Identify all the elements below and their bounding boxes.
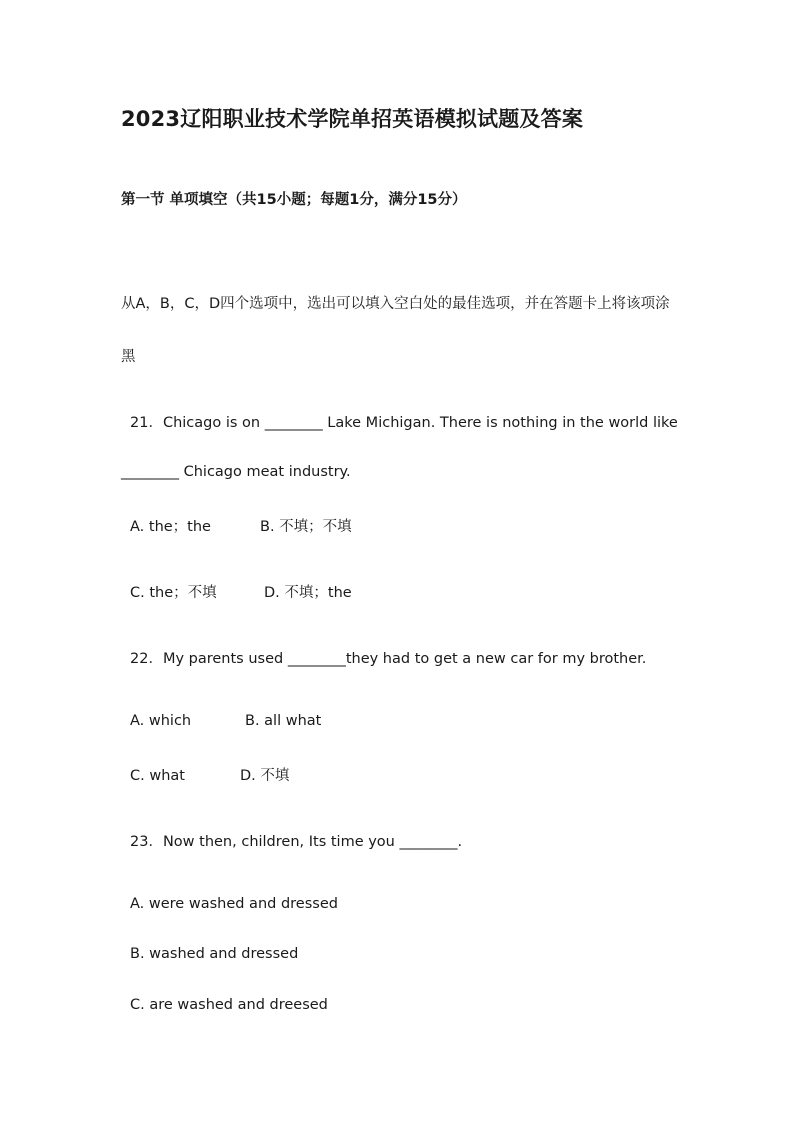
question-22-options-row-2 xyxy=(130,766,530,786)
question-22-option-b[interactable]: B. all what xyxy=(245,713,322,729)
question-22-option-d[interactable]: D. 不填 xyxy=(240,768,290,784)
question-22-stem: 22．My parents used ________they had to get a new car for my brother. xyxy=(130,651,647,667)
question-23-option-a[interactable]: A. were washed and dressed xyxy=(130,896,338,912)
question-21-options-row-2 xyxy=(130,583,530,603)
question-22-option-a[interactable]: A. which xyxy=(130,713,192,729)
question-22-option-c[interactable]: C. what xyxy=(130,768,185,784)
question-21-option-d[interactable]: D. 不填；the xyxy=(264,585,352,601)
question-21-option-b[interactable]: B. 不填；不填 xyxy=(260,519,352,535)
instruction-text: 从A，B，C，D四个选项中，选出可以填入空白处的最佳选项，并在答题卡上将该项涂 xyxy=(121,296,670,312)
question-21-option-a[interactable]: A. the；the xyxy=(130,519,211,535)
question-23-option-c[interactable]: C. are washed and dreesed xyxy=(130,997,328,1013)
question-22-options-row-1 xyxy=(130,711,530,731)
question-23-option-b[interactable]: B. washed and dressed xyxy=(130,946,299,962)
question-21-option-c[interactable]: C. the；不填 xyxy=(130,585,217,601)
question-21-stem-continued: ________ Chicago meat industry. xyxy=(121,464,351,480)
section-heading: 第一节 单项填空（共15小题；每题1分，满分15分） xyxy=(121,192,467,208)
question-21-stem: 21．Chicago is on ________ Lake Michigan. There is nothing in the world like xyxy=(130,415,678,431)
question-23-stem: 23．Now then, children, Its time you ________. xyxy=(130,834,463,850)
question-21-options-row-1 xyxy=(130,517,530,537)
page-title: 2023辽阳职业技术学院单招英语模拟试题及答案 xyxy=(121,107,584,131)
instruction-text-continued: 黑 xyxy=(121,349,136,365)
